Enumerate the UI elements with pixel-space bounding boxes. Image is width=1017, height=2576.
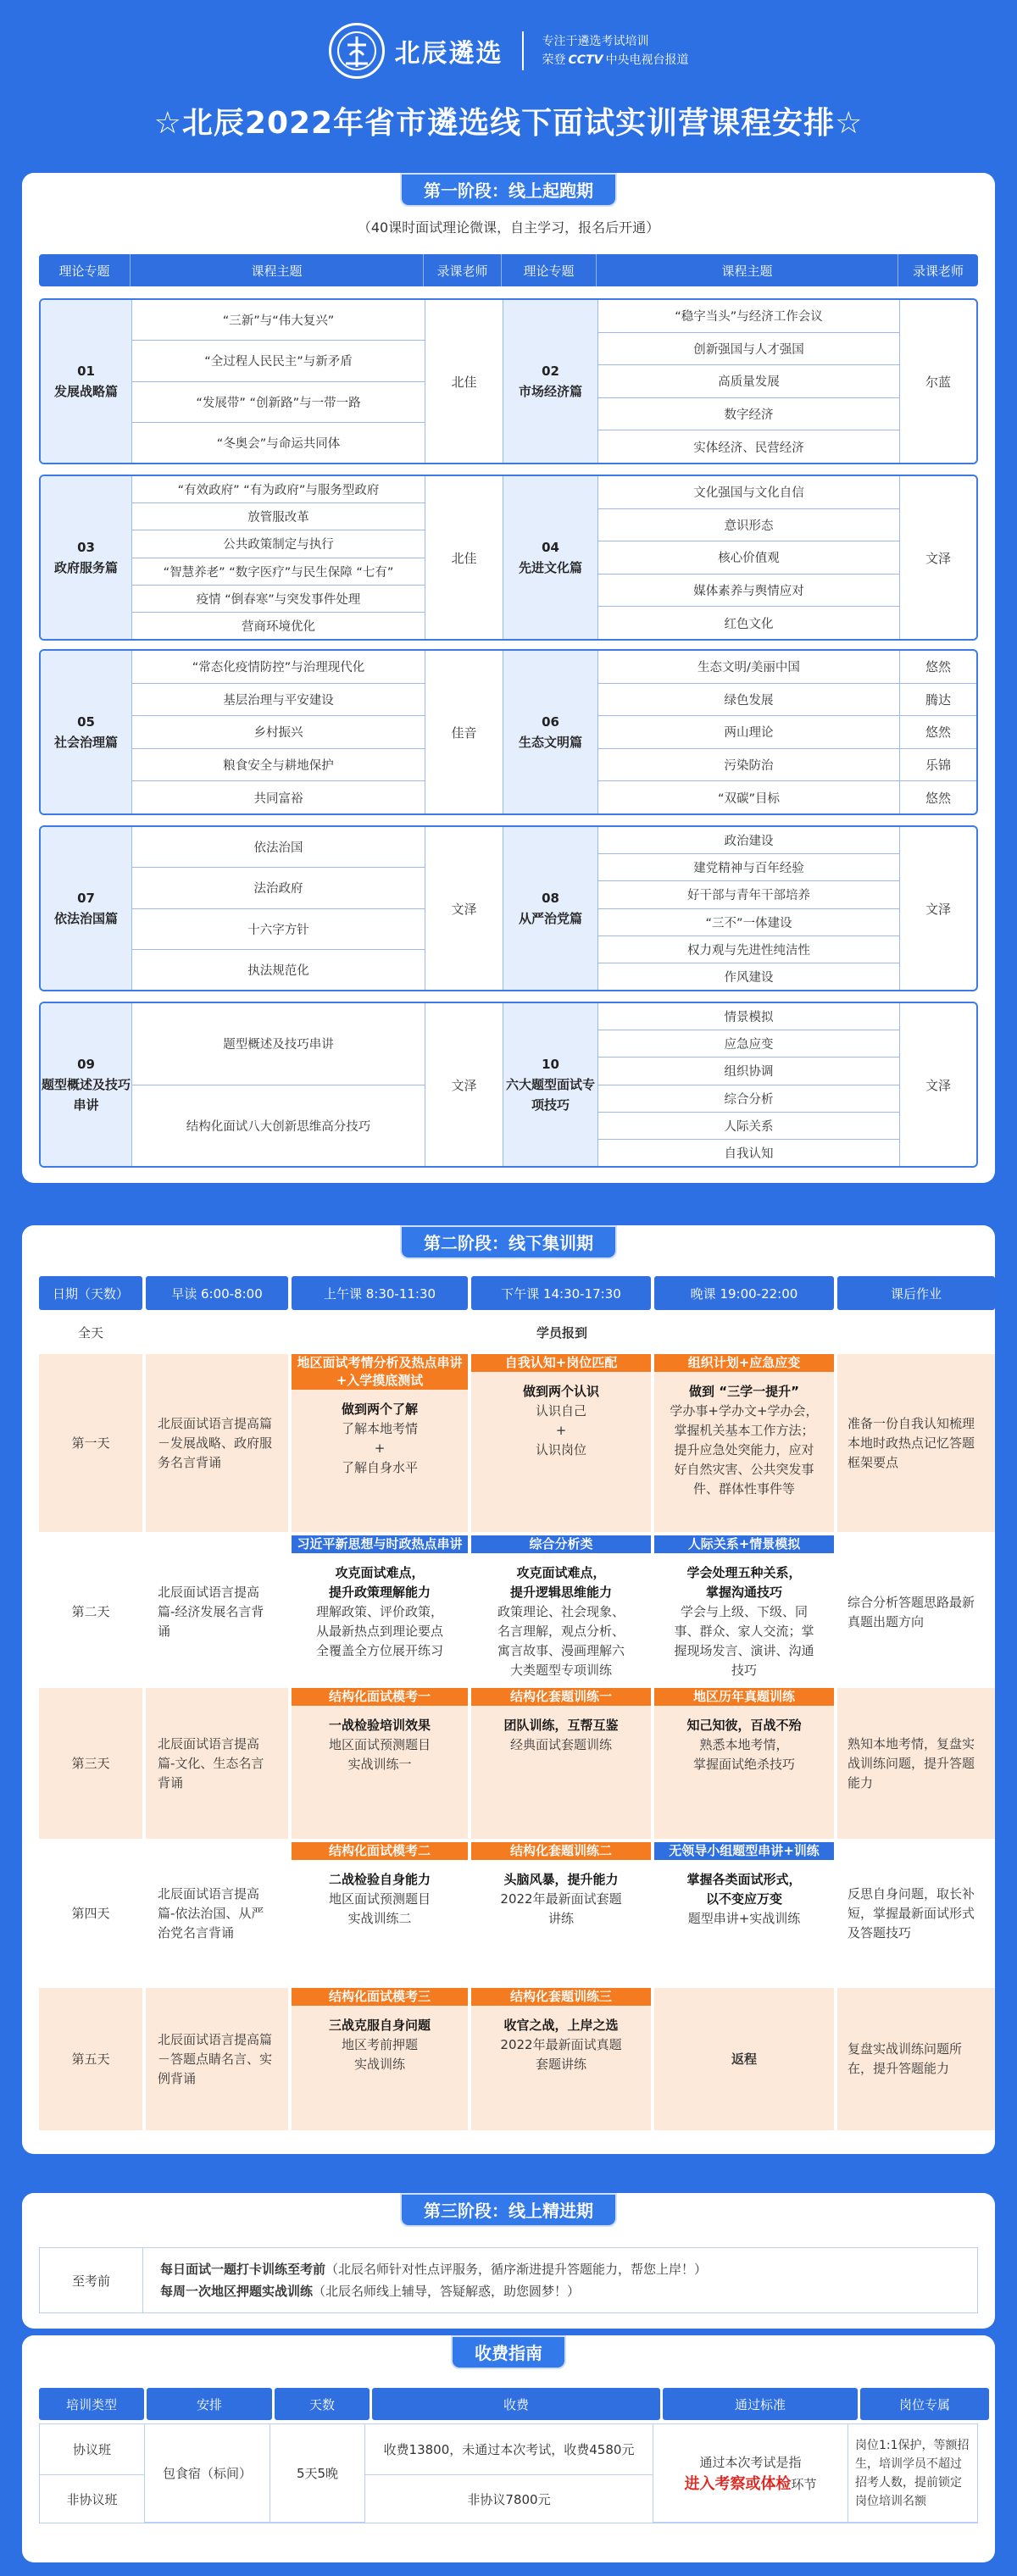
session-tag: 结构化面试模考二 — [292, 1842, 468, 1860]
teacher: 文泽 — [925, 901, 951, 917]
fees-table — [39, 2388, 978, 2523]
theory-category — [503, 300, 598, 463]
session-tag: 结构化面试模考三 — [292, 1988, 468, 2006]
topic-item: 高质量发展 — [598, 365, 899, 398]
fees-card — [22, 2335, 995, 2562]
evening-plain: 返程 — [654, 1988, 834, 2130]
session-cell — [471, 1842, 651, 1985]
session-line: 掌握机关基本工作方法； — [674, 1423, 814, 1438]
session-cell — [654, 1842, 834, 1985]
day-label: 第一天 — [39, 1354, 142, 1532]
topic-item: 自我认知 — [724, 1146, 774, 1161]
topic-item: 疫情 “倒春寒”与突发事件处理 — [132, 586, 425, 613]
session-line: 技巧 — [731, 1663, 757, 1678]
stage3-card — [22, 2193, 995, 2329]
session-goal: 做到两个认识 — [522, 1384, 599, 1399]
session-cell — [292, 1535, 468, 1689]
brand-header — [0, 0, 1017, 102]
col-header: 下午课 14:30-17:30 — [471, 1276, 651, 1310]
fee-arrangement: 包食宿（标间） — [145, 2424, 270, 2523]
topic-item: 文化强国与文化自信 — [598, 476, 899, 509]
topic-list — [132, 827, 425, 990]
session-cell — [654, 1354, 834, 1532]
topic-item: 应急应变 — [598, 1030, 899, 1058]
session-line: 握现场发言、演讲、沟通 — [674, 1643, 814, 1658]
homework: 综合分析答题思路最新真题出题方向 — [837, 1535, 995, 1689]
teacher: 悠然 — [900, 716, 976, 749]
topic-item: 实体经济、民营经济 — [693, 441, 804, 455]
theory-category — [41, 651, 132, 813]
col-header: 录课老师 — [912, 263, 964, 279]
teacher: 文泽 — [925, 1077, 951, 1093]
session-tag: 地区面试考情分析及热点串讲+入学摸底测试 — [292, 1354, 468, 1390]
topic-item: “智慧养老” “数字医疗”与民生保障 “七有” — [132, 558, 425, 586]
session-tag: 组织计划+应急应变 — [654, 1354, 834, 1372]
topic-list — [132, 476, 425, 639]
session-line: 全覆盖全方位展开练习 — [315, 1643, 443, 1658]
session-goal: 攻克面试难点， — [335, 1565, 425, 1580]
teacher: 尔蓝 — [925, 374, 951, 390]
session-line: 认识自己 — [535, 1403, 586, 1418]
session-goal: 做到两个了解 — [341, 1402, 418, 1417]
category-name: 先进文化篇 — [518, 560, 582, 575]
session-goal: 做到 “三学一提升” — [689, 1384, 799, 1399]
teacher: 佳音 — [425, 651, 503, 813]
teacher: 腾达 — [900, 684, 976, 717]
category-code: 09 — [77, 1057, 95, 1072]
pass-standard-highlight: 进入考察或体检 — [684, 2474, 792, 2493]
session-tag: 综合分析类 — [471, 1535, 651, 1553]
session-cell — [292, 1842, 468, 1985]
session-line: 从最新热点到理论要点 — [315, 1624, 443, 1639]
col-header: 安排 — [147, 2388, 272, 2420]
session-cell — [471, 1354, 651, 1532]
day-label: 第五天 — [39, 1988, 142, 2130]
theory-block — [39, 298, 978, 464]
cctv-pre: 荣登 — [542, 53, 566, 67]
session-line: 事、群众、家人交流；掌 — [674, 1624, 814, 1639]
theory-block — [39, 649, 978, 815]
session-tag: 结构化套题训练三 — [471, 1988, 651, 2006]
stage1-tab: 第一阶段：线上起跑期 — [400, 173, 617, 207]
col-header: 早读 6:00-8:00 — [146, 1276, 288, 1310]
brand-name: 北辰遴选 — [394, 39, 503, 69]
stage3-row — [39, 2247, 978, 2313]
session-tag: 结构化面试模考一 — [292, 1688, 468, 1706]
topic-item: “稳字当头”与经济工作会议 — [598, 300, 899, 333]
day-row — [39, 1842, 978, 1985]
topic-item: 污染防治 — [598, 749, 899, 782]
session-line: 了解本地考情 — [341, 1421, 418, 1436]
category-name: 题型概述及技巧串讲 — [41, 1077, 131, 1113]
session-tag: 无领导小组题型串讲+训练 — [654, 1842, 834, 1860]
stage3-line2-title: 每周一次地区押题实战训练 — [160, 2284, 314, 2299]
topic-item: 政治建设 — [598, 827, 899, 854]
category-code: 02 — [542, 364, 559, 379]
fees-tab: 收费指南 — [451, 2335, 566, 2369]
topic-item: 法治政府 — [132, 868, 425, 908]
session-tag: 地区历年真题训练 — [654, 1688, 834, 1706]
theory-category — [503, 827, 598, 990]
topic-item: 题型概述及技巧串讲 — [132, 1003, 425, 1085]
col-header: 上午课 8:30-11:30 — [292, 1276, 468, 1310]
topic-item: “双碳”目标 — [717, 791, 781, 806]
category-name: 从严治党篇 — [518, 911, 582, 926]
stage1-card — [22, 173, 995, 1183]
theory-category — [41, 827, 132, 990]
category-code: 04 — [542, 540, 559, 555]
allday-label: 全天 — [77, 1324, 103, 1341]
col-header: 课程主题 — [131, 254, 424, 286]
teacher: 北佳 — [425, 476, 503, 639]
col-header: 收费 — [372, 2388, 660, 2420]
category-name: 市场经济篇 — [518, 384, 582, 399]
day-label: 第二天 — [39, 1535, 142, 1689]
topic-item: 基层治理与平安建设 — [132, 684, 425, 717]
fee-exclusive: 岗位1:1保护，等额招生，培训学员不超过招考人数，提前锁定岗位培训名额 — [848, 2424, 977, 2523]
topic-item: “发展带” “创新路”与一带一路 — [132, 382, 425, 423]
session-goal: 学会处理五种关系， — [686, 1565, 802, 1580]
session-line: 理解政策、评价政策， — [315, 1604, 443, 1619]
stage3-line1-title: 每日面试一题打卡训练至考前 — [160, 2262, 326, 2277]
category-code: 03 — [77, 540, 95, 555]
topic-item: 生态文明/美丽中国 — [598, 651, 899, 684]
teacher-list — [900, 651, 976, 813]
theory-block — [39, 825, 978, 991]
session-goal: 三战克服自身问题 — [328, 2018, 431, 2033]
topic-item: 十六字方针 — [132, 909, 425, 950]
session-cell — [471, 1688, 651, 1839]
session-cell — [471, 1535, 651, 1689]
topic-item: 综合分析 — [598, 1085, 899, 1113]
teacher: 文泽 — [425, 827, 503, 990]
session-line: 件、群体性事件等 — [692, 1481, 795, 1496]
session-line: 套题讲练 — [535, 2057, 586, 2072]
topic-item: 媒体素养与舆情应对 — [598, 575, 899, 608]
theory-category — [503, 476, 598, 639]
brand-slogan: 专注于遴选考试培训 — [542, 35, 649, 48]
session-cell — [292, 1688, 468, 1839]
pass-standard-pre: 通过本次考试是指 — [699, 2454, 802, 2470]
allday-text: 学员报到 — [536, 1324, 587, 1341]
topic-list — [132, 651, 425, 813]
topic-item: 作风建设 — [724, 970, 774, 985]
session-goal: 以不变应万变 — [705, 1891, 782, 1907]
topic-item: 好干部与青年干部培养 — [598, 881, 899, 908]
theory-category — [503, 1003, 598, 1166]
session-line: 了解自身水平 — [341, 1460, 418, 1475]
topic-item: 绿色发展 — [598, 684, 899, 717]
teacher: 北佳 — [425, 300, 503, 463]
col-header: 天数 — [275, 2388, 370, 2420]
topic-item: 公共政策制定与执行 — [132, 530, 425, 558]
category-code: 01 — [77, 364, 95, 379]
topic-item: “三不”一体建设 — [598, 909, 899, 936]
col-header: 课后作业 — [837, 1276, 995, 1310]
teacher: 文泽 — [925, 550, 951, 566]
teacher: 悠然 — [900, 651, 976, 684]
col-header: 理论专题 — [502, 254, 597, 286]
fees-table-header — [39, 2388, 978, 2420]
morning-reading: 北辰面试语言提高篇-依法治国、从严治党名言背诵 — [146, 1842, 288, 1985]
category-name: 依法治国篇 — [53, 911, 118, 926]
teacher-list — [900, 827, 976, 990]
topic-item: 依法治国 — [132, 827, 425, 868]
teacher-list — [900, 476, 976, 639]
category-code: 05 — [77, 714, 95, 730]
category-code: 06 — [542, 714, 559, 730]
stage2-table-header — [39, 1276, 978, 1310]
cctv-logo: CCTV — [568, 53, 603, 67]
topic-item: 建党精神与百年经验 — [598, 854, 899, 881]
session-goal: 攻克面试难点， — [516, 1565, 606, 1580]
fee-pass-standard — [653, 2424, 848, 2523]
brand-logo-icon — [329, 23, 385, 79]
topic-item: 营商环境优化 — [242, 619, 315, 634]
session-tag: 习近平新思想与时政热点串讲 — [292, 1535, 468, 1553]
session-line: 经典面试套题训练 — [509, 1737, 612, 1752]
session-line: 2022年最新面试真题 — [500, 2037, 622, 2052]
stage3-line2-desc: （北辰名师线上辅导，答疑解惑，助您圆梦！） — [313, 2284, 581, 2299]
morning-reading: 北辰面试语言提高篇-文化、生态名言背诵 — [146, 1688, 288, 1839]
topic-item: 组织协调 — [598, 1058, 899, 1085]
col-header: 日期（天数） — [39, 1276, 142, 1310]
topic-list — [598, 300, 900, 463]
topic-list — [598, 1003, 900, 1166]
session-line: 名言理解，观点分析、 — [497, 1624, 625, 1639]
session-tag: 人际关系+情景模拟 — [654, 1535, 834, 1553]
topic-item: “常态化疫情防控”与治理现代化 — [132, 651, 425, 684]
theory-category — [41, 476, 132, 639]
category-name: 生态文明篇 — [518, 735, 582, 750]
fee-protocol-price: 收费13800，未通过本次考试，收费4580元 — [365, 2424, 653, 2475]
day-label: 第三天 — [39, 1688, 142, 1839]
session-tag: 结构化套题训练二 — [471, 1842, 651, 1860]
topic-item: “冬奥会”与命运共同体 — [216, 436, 341, 451]
col-header: 岗位专属 — [860, 2388, 989, 2420]
topic-list — [598, 476, 900, 639]
homework: 准备一份自我认知梳理本地时政热点记忆答题框架要点 — [837, 1354, 995, 1532]
theory-block — [39, 1002, 978, 1168]
session-goal: 团队训练，互帮互鉴 — [503, 1718, 619, 1733]
morning-reading: 北辰面试语言提高篇－答题点睛名言、实例背诵 — [146, 1988, 288, 2130]
session-line: 实战训练二 — [347, 1911, 412, 1926]
session-tag: 结构化套题训练一 — [471, 1688, 651, 1706]
col-header: 课程主题 — [597, 254, 898, 286]
session-line: 实战训练一 — [347, 1757, 412, 1772]
category-name: 六大题型面试专项技巧 — [505, 1077, 595, 1113]
category-code: 07 — [77, 891, 95, 906]
teacher-list — [900, 300, 976, 463]
session-goal: 收官之战，上岸之选 — [503, 2018, 619, 2033]
session-line: + — [374, 1441, 386, 1456]
fees-table-body — [39, 2423, 978, 2523]
day-row — [39, 1354, 978, 1532]
topic-list — [132, 300, 425, 463]
topic-item: 核心价值观 — [598, 541, 899, 575]
theory-block — [39, 475, 978, 641]
col-header: 晚课 19:00-22:00 — [654, 1276, 834, 1310]
session-line: 寓言故事、漫画理解六 — [497, 1643, 625, 1658]
stage3-line1-desc: （北辰名师针对性点评服务，循序渐进提升答题能力，帮您上岸！） — [325, 2262, 708, 2277]
session-line: 认识岗位 — [535, 1442, 586, 1457]
teacher: 文泽 — [425, 1003, 503, 1166]
theory-category — [41, 300, 132, 463]
topic-item: 意识形态 — [598, 509, 899, 542]
topic-item: 创新强国与人才强国 — [598, 333, 899, 366]
session-line: 好自然灾害、公共突发事 — [674, 1462, 814, 1477]
topic-item: 执法规范化 — [247, 963, 309, 978]
session-line: 地区面试预测题目 — [328, 1891, 431, 1907]
teacher: 乐锦 — [900, 749, 976, 782]
session-line: 地区面试预测题目 — [328, 1737, 431, 1752]
col-header: 培训类型 — [39, 2388, 144, 2420]
topic-list — [598, 827, 900, 990]
stage1-table-header — [39, 254, 978, 286]
session-goal: 知己知彼，百战不殆 — [686, 1718, 802, 1733]
session-line: 讲练 — [547, 1911, 574, 1926]
session-cell — [471, 1988, 651, 2130]
topic-item: “全过程人民民主”与新矛盾 — [132, 341, 425, 381]
fee-type-protocol: 协议班 — [40, 2424, 145, 2475]
session-line: 提升应急处突能力，应对 — [674, 1442, 814, 1457]
topic-item: 数字经济 — [598, 398, 899, 431]
col-header: 理论专题 — [39, 254, 131, 286]
page-title: ☆北辰2022年省市遴选线下面试实训营课程安排☆ — [153, 106, 864, 141]
homework: 反思自身问题，取长补短，掌握最新面试形式及答题技巧 — [837, 1842, 995, 1985]
day-label: 第四天 — [39, 1842, 142, 1985]
category-name: 政府服务篇 — [53, 560, 118, 575]
day-row — [39, 1988, 978, 2130]
session-goal: 一战检验培训效果 — [328, 1718, 431, 1733]
session-line: 地区考前押题 — [341, 2037, 418, 2052]
topic-item: 情景模拟 — [598, 1003, 899, 1030]
teacher: 悠然 — [925, 790, 951, 806]
session-cell — [654, 1688, 834, 1839]
topic-item: 放管服改革 — [132, 503, 425, 530]
pass-standard-post: 环节 — [791, 2476, 817, 2492]
session-line: 大类题型专项训练 — [509, 1663, 612, 1678]
day-row — [39, 1688, 978, 1839]
topic-item: 共同富裕 — [253, 791, 303, 806]
day-row — [39, 1535, 978, 1685]
fee-days: 5天5晚 — [270, 2424, 365, 2523]
session-line: 2022年最新面试套题 — [500, 1891, 622, 1907]
fee-nonprotocol-price: 非协议7800元 — [365, 2475, 653, 2523]
stage3-tab: 第三阶段：线上精进期 — [400, 2193, 617, 2227]
session-cell — [292, 1988, 468, 2130]
allday-row — [39, 1313, 978, 1351]
topic-item: 粮食安全与耕地保护 — [132, 749, 425, 782]
session-line: 题型串讲+实战训练 — [687, 1911, 801, 1926]
session-line: + — [555, 1423, 567, 1438]
homework: 熟知本地考情，复盘实战训练问题，提升答题能力 — [837, 1688, 995, 1839]
topic-item: 权力观与先进性纯洁性 — [598, 936, 899, 963]
homework: 复盘实战训练问题所在，提升答题能力 — [837, 1988, 995, 2130]
category-code: 08 — [542, 891, 559, 906]
session-line: 学会与上级、下级、同 — [680, 1604, 808, 1619]
fee-type-nonprotocol: 非协议班 — [40, 2475, 145, 2523]
theory-category — [41, 1003, 132, 1166]
topic-list — [598, 651, 900, 813]
session-goal: 掌握各类面试形式， — [686, 1872, 802, 1887]
session-line: 实战训练 — [353, 2057, 405, 2072]
session-line: 熟悉本地考情， — [699, 1737, 789, 1752]
stage3-label: 至考前 — [40, 2248, 143, 2312]
session-goal: 头脑风暴，提升能力 — [503, 1872, 619, 1887]
topic-item: “有效政府” “有为政府”与服务型政府 — [132, 476, 425, 503]
category-code: 10 — [542, 1057, 559, 1072]
session-goal: 掌握沟通技巧 — [705, 1585, 782, 1600]
stage2-card — [22, 1225, 995, 2154]
session-cell — [654, 1535, 834, 1689]
session-goal: 提升逻辑思维能力 — [509, 1585, 612, 1600]
session-tag: 自我认知+岗位匹配 — [471, 1354, 651, 1372]
session-goal: 二战检验自身能力 — [328, 1872, 431, 1887]
stage2-schedule — [39, 1276, 978, 2130]
session-line: 政策理论、社会现象、 — [497, 1604, 625, 1619]
teacher-list — [900, 1003, 976, 1166]
cctv-post: 中央电视台报道 — [605, 53, 689, 67]
session-cell — [292, 1354, 468, 1532]
category-name: 社会治理篇 — [53, 735, 118, 750]
stage1-note: （40课时面试理论微课，自主学习，报名后开通） — [357, 219, 660, 236]
topic-list — [132, 1003, 425, 1166]
session-line: 掌握面试绝杀技巧 — [692, 1757, 795, 1772]
topic-item: 乡村振兴 — [132, 716, 425, 749]
theory-category — [503, 651, 598, 813]
topic-item: 红色文化 — [724, 617, 774, 631]
morning-reading: 北辰面试语言提高篇－发展战略、政府服务名言背诵 — [146, 1354, 288, 1532]
topic-item: 两山理论 — [598, 716, 899, 749]
col-header: 通过标准 — [663, 2388, 858, 2420]
morning-reading: 北辰面试语言提高篇-经济发展名言背诵 — [146, 1535, 288, 1689]
col-header: 录课老师 — [424, 254, 502, 286]
session-goal: 提升政策理解能力 — [328, 1585, 431, 1600]
topic-item: 人际关系 — [598, 1113, 899, 1140]
session-line: 学办事+学办文+学办会， — [670, 1403, 819, 1418]
category-name: 发展战略篇 — [53, 384, 118, 399]
topic-item: “三新”与“伟大复兴” — [132, 300, 425, 341]
topic-item: 结构化面试八大创新思维高分技巧 — [186, 1119, 371, 1134]
stage2-tab: 第二阶段：线下集训期 — [400, 1225, 617, 1259]
